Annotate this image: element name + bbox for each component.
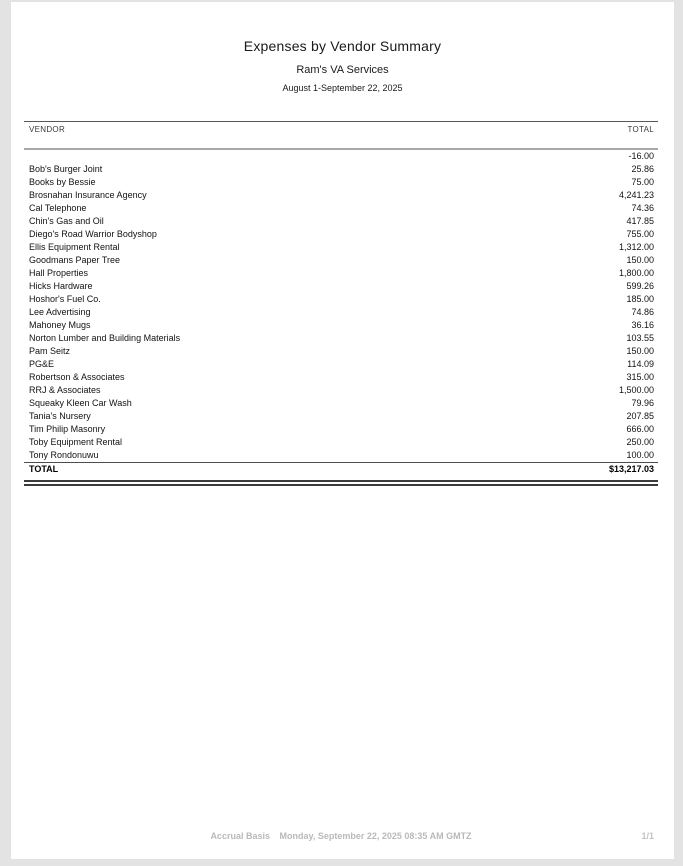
total-cell: 599.26 bbox=[626, 281, 654, 291]
table-row bbox=[24, 436, 658, 449]
total-cell: 666.00 bbox=[626, 424, 654, 434]
vendor-cell: Mahoney Mugs bbox=[29, 320, 91, 330]
vendor-cell: PG&E bbox=[29, 359, 55, 369]
table-total-row bbox=[24, 462, 658, 476]
total-cell: 75.00 bbox=[631, 177, 654, 187]
table-row bbox=[24, 241, 658, 254]
column-header-vendor: VENDOR bbox=[29, 125, 66, 134]
vendor-cell: Chin's Gas and Oil bbox=[29, 216, 104, 226]
table-row bbox=[24, 371, 658, 384]
vendor-cell: Squeaky Kleen Car Wash bbox=[29, 398, 132, 408]
vendor-cell: Toby Equipment Rental bbox=[29, 437, 123, 447]
report-date-range: August 1-September 22, 2025 bbox=[282, 83, 403, 93]
vendor-cell: Brosnahan Insurance Agency bbox=[29, 190, 147, 200]
report-company-name: Ram's VA Services bbox=[296, 64, 389, 76]
vendor-cell: Hoshor's Fuel Co. bbox=[29, 294, 101, 304]
vendor-cell: Pam Seitz bbox=[29, 346, 71, 356]
table-row bbox=[24, 163, 658, 176]
total-cell: 36.16 bbox=[631, 320, 654, 330]
footer-meta bbox=[24, 831, 658, 841]
table-row bbox=[24, 202, 658, 215]
generated-timestamp: Monday, September 22, 2025 08:35 AM GMTZ bbox=[279, 831, 472, 841]
vendor-cell: Robertson & Associates bbox=[29, 372, 125, 382]
vendor-cell: Bob's Burger Joint bbox=[29, 164, 103, 174]
table-row bbox=[24, 358, 658, 371]
vendor-cell: Norton Lumber and Building Materials bbox=[29, 333, 181, 343]
total-cell: -16.00 bbox=[628, 151, 654, 161]
table-header-row bbox=[24, 121, 658, 150]
table-row bbox=[24, 319, 658, 332]
vendor-cell: Hall Properties bbox=[29, 268, 89, 278]
total-cell: 4,241.23 bbox=[618, 190, 654, 200]
vendor-cell: Cal Telephone bbox=[29, 203, 87, 213]
vendor-cell: Lee Advertising bbox=[29, 307, 91, 317]
total-cell: 150.00 bbox=[626, 346, 654, 356]
table-bottom-double-rule bbox=[24, 480, 658, 486]
table-row bbox=[24, 410, 658, 423]
vendor-cell: Tony Rondonuwu bbox=[29, 450, 99, 460]
table-row bbox=[24, 384, 658, 397]
table-row bbox=[24, 228, 658, 241]
table-row bbox=[24, 267, 658, 280]
expenses-table bbox=[24, 121, 658, 486]
table-row bbox=[24, 189, 658, 202]
total-cell: 755.00 bbox=[626, 229, 654, 239]
table-row bbox=[24, 215, 658, 228]
total-cell: 417.85 bbox=[626, 216, 654, 226]
table-row bbox=[24, 345, 658, 358]
accounting-basis-label: Accrual Basis bbox=[210, 831, 270, 841]
table-row bbox=[24, 449, 658, 462]
report-footer bbox=[24, 831, 658, 845]
column-header-total: TOTAL bbox=[627, 125, 654, 134]
table-row bbox=[24, 306, 658, 319]
total-cell: 207.85 bbox=[626, 411, 654, 421]
table-row bbox=[24, 397, 658, 410]
total-cell: 74.86 bbox=[631, 307, 654, 317]
total-cell: 100.00 bbox=[626, 450, 654, 460]
total-cell: 150.00 bbox=[626, 255, 654, 265]
total-cell: 74.36 bbox=[631, 203, 654, 213]
total-cell: 185.00 bbox=[626, 294, 654, 304]
vendor-cell: RRJ & Associates bbox=[29, 385, 101, 395]
vendor-cell: Hicks Hardware bbox=[29, 281, 93, 291]
total-cell: 250.00 bbox=[626, 437, 654, 447]
vendor-cell: Goodmans Paper Tree bbox=[29, 255, 121, 265]
total-cell: 114.09 bbox=[627, 359, 654, 369]
total-cell: 1,500.00 bbox=[618, 385, 654, 395]
vendor-cell: Tania's Nursery bbox=[29, 411, 91, 421]
table-rows bbox=[24, 150, 658, 462]
table-row bbox=[24, 332, 658, 345]
table-row bbox=[24, 293, 658, 306]
table-row bbox=[24, 280, 658, 293]
vendor-cell: Ellis Equipment Rental bbox=[29, 242, 120, 252]
vendor-cell: Diego's Road Warrior Bodyshop bbox=[29, 229, 157, 239]
vendor-cell: Books by Bessie bbox=[29, 177, 96, 187]
total-row-value: $13,217.03 bbox=[608, 464, 654, 474]
total-cell: 25.86 bbox=[631, 164, 654, 174]
total-cell: 103.55 bbox=[626, 333, 654, 343]
total-cell: 1,312.00 bbox=[618, 242, 654, 252]
report-title: Expenses by Vendor Summary bbox=[243, 38, 442, 54]
table-row bbox=[24, 423, 658, 436]
total-row-label: TOTAL bbox=[29, 464, 59, 474]
page-indicator: 1/1 bbox=[641, 831, 654, 841]
report-page bbox=[11, 2, 674, 859]
total-cell: 1,800.00 bbox=[618, 268, 654, 278]
table-row bbox=[24, 150, 658, 163]
table-row bbox=[24, 254, 658, 267]
total-cell: 79.96 bbox=[631, 398, 654, 408]
table-row bbox=[24, 176, 658, 189]
total-cell: 315.00 bbox=[626, 372, 654, 382]
vendor-cell: Tim Philip Masonry bbox=[29, 424, 106, 434]
